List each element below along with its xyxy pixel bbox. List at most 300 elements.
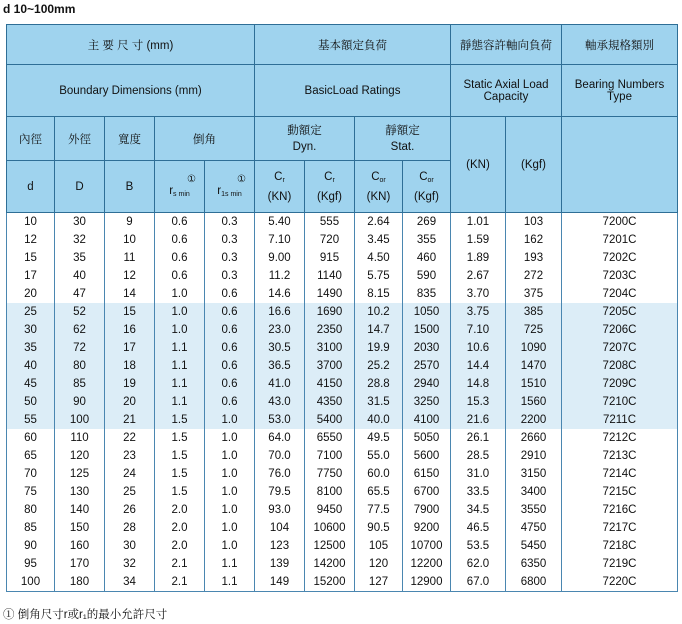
cell-cr-kgf: 915 (305, 249, 355, 267)
unit-kgf: (Kgf) (317, 190, 342, 203)
cell-axial-kgf: 375 (506, 285, 562, 303)
cell-cr-kgf: 3100 (305, 339, 355, 357)
cell-B: 14 (105, 285, 155, 303)
cell-cor-kgf: 355 (403, 231, 451, 249)
cell-cr-kn: 104 (255, 519, 305, 537)
cell-axial-kn: 14.8 (451, 375, 506, 393)
cell-r1s-min: 1.1 (205, 555, 255, 573)
cell-cr-kgf: 12500 (305, 537, 355, 555)
cell-d: 75 (7, 483, 55, 501)
cell-axial-kn: 1.59 (451, 231, 506, 249)
cell-bearing-type: 7213C (562, 447, 678, 465)
cell-cor-kgf: 269 (403, 213, 451, 232)
header-axial-en: Static Axial Load Capacity (451, 65, 562, 117)
cell-bearing-type: 7205C (562, 303, 678, 321)
cell-rs-min: 2.0 (155, 501, 205, 519)
cell-cr-kgf: 14200 (305, 555, 355, 573)
symbol-r: r (169, 185, 174, 197)
cell-D: 100 (55, 411, 105, 429)
cell-r1s-min: 0.6 (205, 339, 255, 357)
cell-axial-kn: 31.0 (451, 465, 506, 483)
table-body (7, 213, 678, 592)
cell-cr-kn: 7.10 (255, 231, 305, 249)
cell-B: 9 (105, 213, 155, 232)
cell-d: 85 (7, 519, 55, 537)
cell-cr-kn: 79.5 (255, 483, 305, 501)
cell-B: 34 (105, 573, 155, 592)
cell-axial-kgf: 1510 (506, 375, 562, 393)
cell-B: 25 (105, 483, 155, 501)
header-d: d (7, 161, 55, 213)
cell-r1s-min: 0.3 (205, 267, 255, 285)
cell-rs-min: 1.5 (155, 429, 205, 447)
cell-cor-kgf: 2570 (403, 357, 451, 375)
header-inner-diameter: 內徑 (7, 117, 55, 161)
cell-cr-kgf: 1690 (305, 303, 355, 321)
table-title: d 10~100mm (3, 2, 76, 16)
cell-cr-kn: 64.0 (255, 429, 305, 447)
cell-D: 160 (55, 537, 105, 555)
header-load-cn: 基本額定負荷 (255, 25, 451, 65)
cell-r1s-min: 1.0 (205, 519, 255, 537)
cell-cor-kgf: 460 (403, 249, 451, 267)
cell-axial-kgf: 4750 (506, 519, 562, 537)
cell-axial-kn: 3.70 (451, 285, 506, 303)
note-mark: ① (187, 174, 196, 185)
cell-cr-kgf: 555 (305, 213, 355, 232)
cell-axial-kgf: 1470 (506, 357, 562, 375)
cell-bearing-type: 7203C (562, 267, 678, 285)
cell-axial-kgf: 2910 (506, 447, 562, 465)
cell-D: 40 (55, 267, 105, 285)
cell-axial-kn: 2.67 (451, 267, 506, 285)
header-dynamic-cn: 動額定 (287, 124, 322, 137)
cell-axial-kgf: 6800 (506, 573, 562, 592)
cell-bearing-type: 7209C (562, 375, 678, 393)
cell-axial-kn: 3.75 (451, 303, 506, 321)
cell-bearing-type: 7210C (562, 393, 678, 411)
header-cor-kgf (403, 161, 451, 213)
cell-B: 18 (105, 357, 155, 375)
cell-r1s-min: 0.3 (205, 249, 255, 267)
cell-cor-kgf: 12200 (403, 555, 451, 573)
cell-d: 80 (7, 501, 55, 519)
cell-axial-kn: 1.89 (451, 249, 506, 267)
cell-cor-kgf: 4100 (403, 411, 451, 429)
cell-cr-kgf: 4150 (305, 375, 355, 393)
cell-rs-min: 1.1 (155, 339, 205, 357)
cell-cor-kn: 25.2 (355, 357, 403, 375)
cell-d: 12 (7, 231, 55, 249)
cell-axial-kn: 14.4 (451, 357, 506, 375)
cell-cr-kgf: 7100 (305, 447, 355, 465)
cell-axial-kn: 33.5 (451, 483, 506, 501)
cell-B: 32 (105, 555, 155, 573)
cell-r1s-min: 0.3 (205, 231, 255, 249)
cell-B: 15 (105, 303, 155, 321)
cell-cr-kn: 11.2 (255, 267, 305, 285)
cell-cor-kgf: 1500 (403, 321, 451, 339)
cell-axial-kgf: 3550 (506, 501, 562, 519)
cell-D: 30 (55, 213, 105, 232)
cell-bearing-type: 7219C (562, 555, 678, 573)
footnote: ① 倒角尺寸r或r₁的最小允許尺寸 (3, 609, 168, 621)
cell-cor-kn: 2.64 (355, 213, 403, 232)
cell-D: 125 (55, 465, 105, 483)
cell-cor-kn: 77.5 (355, 501, 403, 519)
cell-d: 30 (7, 321, 55, 339)
cell-r1s-min: 1.0 (205, 465, 255, 483)
cell-bearing-type: 7201C (562, 231, 678, 249)
cell-d: 40 (7, 357, 55, 375)
symbol-cr-sub: r (332, 176, 335, 184)
header-static (355, 117, 451, 161)
cell-d: 45 (7, 375, 55, 393)
cell-cr-kgf: 9450 (305, 501, 355, 519)
cell-bearing-type: 7215C (562, 483, 678, 501)
cell-cor-kn: 5.75 (355, 267, 403, 285)
cell-rs-min: 2.0 (155, 519, 205, 537)
cell-cor-kn: 127 (355, 573, 403, 592)
cell-rs-min: 1.1 (155, 375, 205, 393)
cell-cr-kn: 149 (255, 573, 305, 592)
cell-rs-min: 1.0 (155, 321, 205, 339)
table-row (7, 321, 678, 339)
cell-cr-kn: 43.0 (255, 393, 305, 411)
cell-cr-kgf: 7750 (305, 465, 355, 483)
cell-B: 20 (105, 393, 155, 411)
cell-cor-kn: 40.0 (355, 411, 403, 429)
header-B: B (105, 161, 155, 213)
cell-d: 70 (7, 465, 55, 483)
cell-cr-kgf: 8100 (305, 483, 355, 501)
cell-axial-kn: 46.5 (451, 519, 506, 537)
cell-rs-min: 1.1 (155, 357, 205, 375)
cell-axial-kn: 10.6 (451, 339, 506, 357)
cell-cor-kgf: 6150 (403, 465, 451, 483)
cell-B: 30 (105, 537, 155, 555)
cell-d: 90 (7, 537, 55, 555)
cell-D: 72 (55, 339, 105, 357)
cell-cor-kgf: 10700 (403, 537, 451, 555)
cell-r1s-min: 1.0 (205, 501, 255, 519)
table-row (7, 213, 678, 232)
cell-cr-kgf: 15200 (305, 573, 355, 592)
cell-bearing-type: 7202C (562, 249, 678, 267)
cell-rs-min: 1.5 (155, 465, 205, 483)
cell-d: 50 (7, 393, 55, 411)
cell-D: 120 (55, 447, 105, 465)
cell-r1s-min: 1.1 (205, 573, 255, 592)
header-dims-cn: 主 要 尺 寸 (mm) (7, 25, 255, 65)
header-width: 寬度 (105, 117, 155, 161)
cell-axial-kn: 1.01 (451, 213, 506, 232)
cell-rs-min: 1.5 (155, 447, 205, 465)
cell-d: 20 (7, 285, 55, 303)
cell-r1s-min: 0.6 (205, 285, 255, 303)
cell-axial-kn: 28.5 (451, 447, 506, 465)
table-row (7, 357, 678, 375)
header-cor-kn (355, 161, 403, 213)
header-bearing-cn: 軸承規格類別 (562, 25, 678, 65)
cell-cr-kn: 30.5 (255, 339, 305, 357)
cell-axial-kn: 62.0 (451, 555, 506, 573)
cell-bearing-type: 7207C (562, 339, 678, 357)
cell-axial-kgf: 5450 (506, 537, 562, 555)
header-cr-kn (255, 161, 305, 213)
cell-cor-kn: 120 (355, 555, 403, 573)
cell-bearing-type: 7212C (562, 429, 678, 447)
cell-D: 32 (55, 231, 105, 249)
cell-d: 10 (7, 213, 55, 232)
cell-cr-kn: 9.00 (255, 249, 305, 267)
cell-cr-kn: 5.40 (255, 213, 305, 232)
header-static-cn: 靜額定 (385, 124, 420, 137)
header-bearing-blank (562, 117, 678, 213)
table-row (7, 393, 678, 411)
cell-d: 60 (7, 429, 55, 447)
cell-rs-min: 0.6 (155, 213, 205, 232)
note-mark: ① (237, 174, 246, 185)
symbol-r1s-sub: 1s min (221, 191, 242, 198)
cell-r1s-min: 0.6 (205, 357, 255, 375)
cell-r1s-min: 1.0 (205, 483, 255, 501)
cell-cor-kn: 49.5 (355, 429, 403, 447)
cell-bearing-type: 7208C (562, 357, 678, 375)
cell-axial-kn: 26.1 (451, 429, 506, 447)
table-row (7, 339, 678, 357)
header-cr-kgf (305, 161, 355, 213)
cell-rs-min: 2.0 (155, 537, 205, 555)
unit-kn: (KN) (267, 190, 292, 203)
cell-axial-kgf: 3150 (506, 465, 562, 483)
cell-D: 52 (55, 303, 105, 321)
cell-D: 35 (55, 249, 105, 267)
cell-cr-kgf: 5400 (305, 411, 355, 429)
cell-axial-kgf: 1560 (506, 393, 562, 411)
cell-axial-kn: 21.6 (451, 411, 506, 429)
cell-cor-kn: 28.8 (355, 375, 403, 393)
table-row (7, 555, 678, 573)
cell-d: 55 (7, 411, 55, 429)
cell-bearing-type: 7211C (562, 411, 678, 429)
cell-cr-kn: 36.5 (255, 357, 305, 375)
cell-rs-min: 0.6 (155, 249, 205, 267)
table-row (7, 267, 678, 285)
table-row (7, 465, 678, 483)
cell-cr-kn: 93.0 (255, 501, 305, 519)
cell-cr-kn: 123 (255, 537, 305, 555)
cell-d: 15 (7, 249, 55, 267)
table-row (7, 249, 678, 267)
unit-kgf: (Kgf) (414, 190, 439, 203)
cell-rs-min: 1.0 (155, 285, 205, 303)
header-dims-en: Boundary Dimensions (mm) (7, 65, 255, 117)
cell-cor-kgf: 12900 (403, 573, 451, 592)
cell-D: 130 (55, 483, 105, 501)
cell-D: 47 (55, 285, 105, 303)
cell-r1s-min: 1.0 (205, 429, 255, 447)
cell-r1s-min: 0.6 (205, 375, 255, 393)
cell-D: 80 (55, 357, 105, 375)
cell-rs-min: 0.6 (155, 231, 205, 249)
cell-bearing-type: 7218C (562, 537, 678, 555)
cell-cor-kn: 105 (355, 537, 403, 555)
header-axial-kn: (KN) (451, 117, 506, 213)
cell-cr-kgf: 1140 (305, 267, 355, 285)
cell-cor-kgf: 3250 (403, 393, 451, 411)
header-dynamic (255, 117, 355, 161)
cell-cr-kgf: 4350 (305, 393, 355, 411)
cell-cr-kn: 53.0 (255, 411, 305, 429)
cell-rs-min: 0.6 (155, 267, 205, 285)
header-rs-min (155, 161, 205, 213)
header-r1s-min (205, 161, 255, 213)
cell-cor-kgf: 2030 (403, 339, 451, 357)
table-row (7, 519, 678, 537)
cell-axial-kgf: 385 (506, 303, 562, 321)
cell-cor-kn: 14.7 (355, 321, 403, 339)
table-row (7, 411, 678, 429)
header-axial-kgf: (Kgf) (506, 117, 562, 213)
cell-B: 16 (105, 321, 155, 339)
table-row (7, 501, 678, 519)
cell-axial-kn: 53.5 (451, 537, 506, 555)
symbol-rs-sub: s min (173, 191, 190, 198)
cell-B: 23 (105, 447, 155, 465)
table-row (7, 447, 678, 465)
cell-cor-kn: 8.15 (355, 285, 403, 303)
cell-cr-kgf: 720 (305, 231, 355, 249)
cell-d: 17 (7, 267, 55, 285)
cell-B: 12 (105, 267, 155, 285)
cell-bearing-type: 7206C (562, 321, 678, 339)
cell-rs-min: 2.1 (155, 555, 205, 573)
cell-cr-kgf: 1490 (305, 285, 355, 303)
cell-B: 21 (105, 411, 155, 429)
header-bearing-en: Bearing Numbers Type (562, 65, 678, 117)
cell-r1s-min: 1.0 (205, 447, 255, 465)
table-row (7, 429, 678, 447)
cell-cr-kgf: 10600 (305, 519, 355, 537)
cell-r1s-min: 0.6 (205, 321, 255, 339)
cell-axial-kgf: 6350 (506, 555, 562, 573)
table-row (7, 303, 678, 321)
cell-cor-kgf: 590 (403, 267, 451, 285)
table-row (7, 285, 678, 303)
cell-d: 65 (7, 447, 55, 465)
cell-bearing-type: 7200C (562, 213, 678, 232)
cell-D: 150 (55, 519, 105, 537)
cell-D: 85 (55, 375, 105, 393)
cell-axial-kgf: 3400 (506, 483, 562, 501)
cell-cor-kgf: 7900 (403, 501, 451, 519)
cell-B: 11 (105, 249, 155, 267)
cell-cor-kn: 55.0 (355, 447, 403, 465)
cell-cr-kn: 76.0 (255, 465, 305, 483)
header-outer-diameter: 外徑 (55, 117, 105, 161)
cell-axial-kgf: 725 (506, 321, 562, 339)
cell-B: 17 (105, 339, 155, 357)
cell-cor-kn: 65.5 (355, 483, 403, 501)
cell-D: 62 (55, 321, 105, 339)
cell-cr-kgf: 6550 (305, 429, 355, 447)
cell-axial-kgf: 2200 (506, 411, 562, 429)
cell-D: 140 (55, 501, 105, 519)
symbol-c: C (371, 170, 380, 183)
cell-cor-kgf: 835 (403, 285, 451, 303)
cell-bearing-type: 7216C (562, 501, 678, 519)
cell-axial-kgf: 193 (506, 249, 562, 267)
unit-kn: (KN) (366, 190, 391, 203)
cell-d: 100 (7, 573, 55, 592)
cell-D: 90 (55, 393, 105, 411)
cell-d: 25 (7, 303, 55, 321)
cell-cr-kn: 23.0 (255, 321, 305, 339)
cell-axial-kn: 15.3 (451, 393, 506, 411)
cell-cor-kgf: 9200 (403, 519, 451, 537)
cell-cr-kn: 41.0 (255, 375, 305, 393)
cell-cor-kgf: 5600 (403, 447, 451, 465)
header-static-en: Stat. (390, 140, 415, 153)
cell-cor-kn: 19.9 (355, 339, 403, 357)
cell-rs-min: 1.0 (155, 303, 205, 321)
cell-cor-kn: 4.50 (355, 249, 403, 267)
cell-cor-kn: 60.0 (355, 465, 403, 483)
cell-cr-kn: 16.6 (255, 303, 305, 321)
cell-axial-kgf: 103 (506, 213, 562, 232)
header-dynamic-en: Dyn. (292, 140, 317, 153)
cell-axial-kn: 67.0 (451, 573, 506, 592)
symbol-c: C (419, 170, 428, 183)
cell-B: 10 (105, 231, 155, 249)
cell-B: 24 (105, 465, 155, 483)
cell-bearing-type: 7220C (562, 573, 678, 592)
cell-B: 22 (105, 429, 155, 447)
cell-B: 19 (105, 375, 155, 393)
cell-cor-kgf: 2940 (403, 375, 451, 393)
cell-r1s-min: 1.0 (205, 537, 255, 555)
cell-cr-kn: 14.6 (255, 285, 305, 303)
header-chamfer: 倒角 (155, 117, 255, 161)
symbol-c: C (274, 170, 283, 183)
symbol-cor-sub: or (379, 176, 386, 184)
cell-cor-kn: 31.5 (355, 393, 403, 411)
table-row (7, 573, 678, 592)
cell-cor-kgf: 5050 (403, 429, 451, 447)
cell-cor-kgf: 6700 (403, 483, 451, 501)
table-row (7, 483, 678, 501)
symbol-c: C (324, 170, 333, 183)
cell-rs-min: 1.1 (155, 393, 205, 411)
cell-r1s-min: 0.6 (205, 303, 255, 321)
table-row (7, 375, 678, 393)
cell-axial-kgf: 162 (506, 231, 562, 249)
cell-D: 110 (55, 429, 105, 447)
cell-rs-min: 1.5 (155, 411, 205, 429)
table-row (7, 231, 678, 249)
cell-d: 95 (7, 555, 55, 573)
cell-cor-kgf: 1050 (403, 303, 451, 321)
cell-axial-kgf: 272 (506, 267, 562, 285)
cell-bearing-type: 7214C (562, 465, 678, 483)
cell-cor-kn: 3.45 (355, 231, 403, 249)
bearing-spec-table (6, 24, 678, 592)
cell-cor-kn: 90.5 (355, 519, 403, 537)
cell-axial-kgf: 1090 (506, 339, 562, 357)
symbol-cr-sub: r (282, 176, 285, 184)
cell-r1s-min: 0.3 (205, 213, 255, 232)
